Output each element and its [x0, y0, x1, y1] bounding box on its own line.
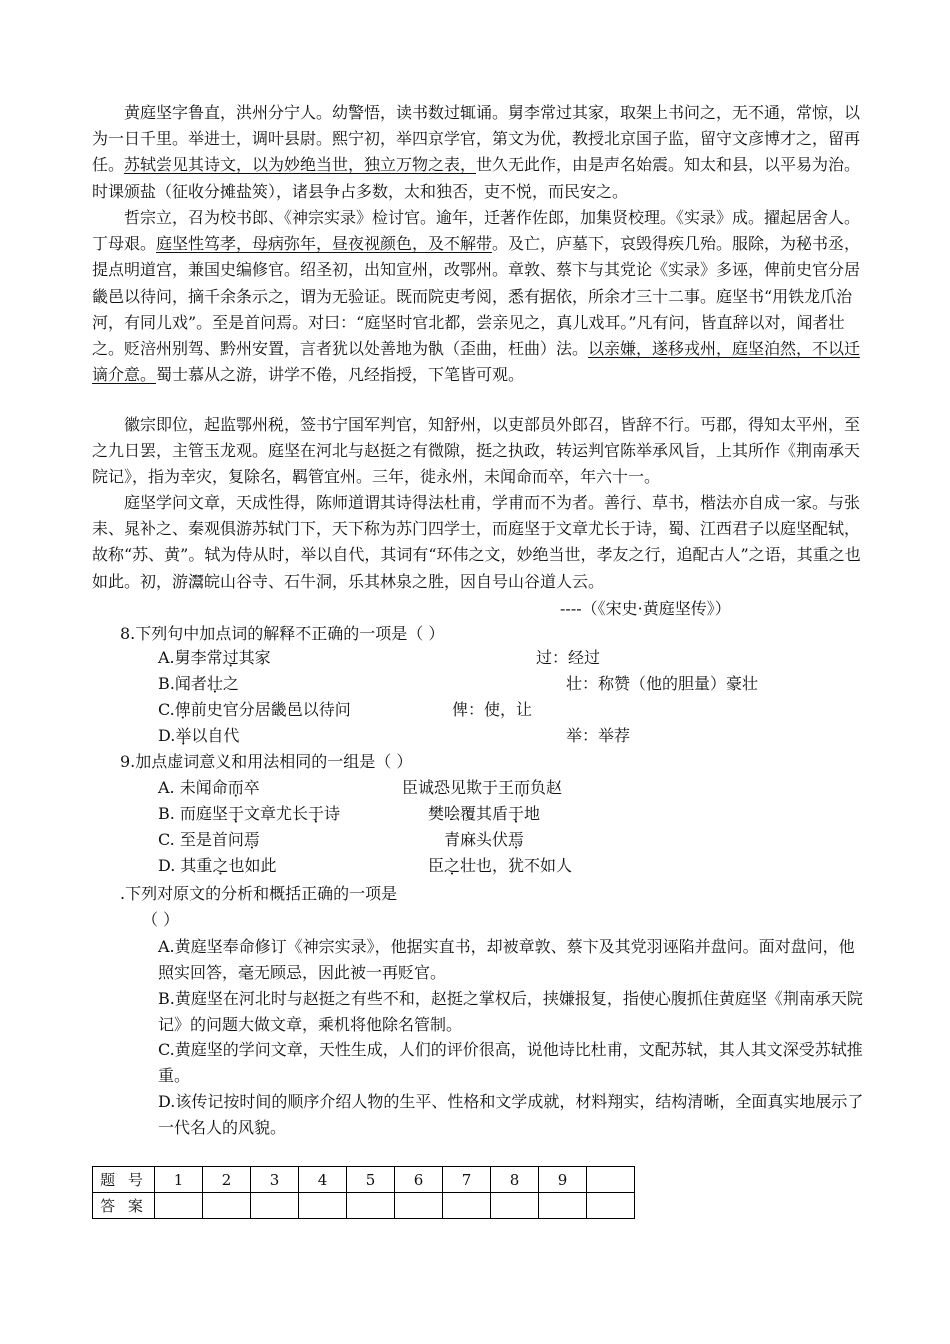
- passage-paragraph-2: [92, 205, 862, 388]
- dotted-word: 于: [508, 804, 525, 823]
- question-number-cell: 3: [251, 1167, 299, 1193]
- question-number-cell: 1: [155, 1167, 203, 1193]
- question-8-option-a: A.舅李常过其家: [158, 648, 271, 667]
- underlined-sentence: 庭坚性笃孝，母病弥年，昼夜视颜色，及不解带: [156, 234, 493, 254]
- dotted-word: 于: [227, 804, 244, 823]
- dotted-word: 举: [175, 726, 192, 745]
- question-8-option-b: B.闻者壮之: [158, 674, 239, 693]
- answer-cell[interactable]: [539, 1193, 587, 1219]
- question-8-gloss-c: 俾：使，让: [452, 700, 533, 719]
- dotted-word: 俾: [174, 700, 191, 719]
- answer-cell[interactable]: [155, 1193, 203, 1219]
- dotted-word: 壮: [206, 674, 223, 693]
- passage-text: 黄庭坚字鲁直，洪州分宁人。幼警悟，读书数过辄诵。舅李常过其家，取架上书问之，无不通，常惊，以为一日千里。举进士，调叶县尉。熙宁初，举四京学官，第文为优，教授北京国子监，留守文彦博才之，留再任。: [92, 103, 861, 175]
- dotted-word: 过: [222, 648, 239, 667]
- question-9-option-a-left: A. 未闻命而卒: [158, 778, 260, 797]
- answer-cell[interactable]: [491, 1193, 539, 1219]
- answer-cell[interactable]: [347, 1193, 395, 1219]
- question-9-option-d-right: 臣之壮也，犹不如人: [428, 856, 573, 875]
- question-8-stem: 8.下列句中加点词的解释不正确的一项是（ ）: [120, 624, 445, 643]
- question-10-option-b: B.黄庭坚在河北时与赵挺之有些不和，赵挺之掌权后，挟嫌报复，指使心腹抓住黄庭坚《荆南承天院记》的问题大做文章，乘机将他除名管制。: [158, 989, 863, 1034]
- question-8-option-d: D.举以自代: [158, 726, 240, 745]
- answer-cell[interactable]: [251, 1193, 299, 1219]
- passage-paragraph-3: 徽宗即位，起监鄂州税，签书宁国军判官，知舒州，以吏部员外郎召，皆辞不行。丐郡，得知太平州，至之九日罢，主管玉龙观。庭坚在河北与赵挺之有微隙，挺之执政，转运判官陈举承风旨，上其所作《荆南承天院记》，指为幸灾，复除名，羁管宜州。三年，徙永州，未闻命而卒，年六十一。: [92, 415, 861, 487]
- passage-text: 。及亡，庐墓下，哀毁得疾几殆。服除，为秘书丞，提点明道宫，兼国史编修官。绍圣初，出知宣州，改鄂州。章敦、蔡卞与其党论《实录》多诬，俾前史官分居畿邑以待问，摘千余条示之，谓为无验证。既而院吏考阅，悉有据依，所余才三十二事。庭坚书“用铁龙爪治河，有同儿戏”。至是首问焉。对曰：“庭坚时官北都，尝亲见之，真儿戏耳。”凡有问，皆直辞以对，闻者壮之。贬涪州别驾、黔州安置，言者犹以处善地为骫（歪曲，枉曲）法。: [92, 234, 861, 359]
- dotted-word: 之: [444, 856, 461, 875]
- question-number-cell: 8: [491, 1167, 539, 1193]
- question-10-option-c: C.黄庭坚的学问文章，天性生成，人们的评价很高，说他诗比杜甫，文配苏轼，其人其文深受苏轼推重。: [158, 1040, 863, 1085]
- question-9-option-c-right: 青麻头伏焉: [444, 830, 525, 849]
- answer-table-row-header: 答 案: [93, 1193, 155, 1219]
- answer-cell[interactable]: [299, 1193, 347, 1219]
- dotted-word: 焉: [243, 830, 260, 849]
- question-8-gloss-a: 过：经过: [536, 648, 601, 667]
- question-10-answer-paren: （ ）: [142, 910, 180, 929]
- underlined-sentence: 苏轼尝见其诗文，以为妙绝当世，独立万物之表，: [124, 155, 477, 175]
- question-8-gloss-b: 壮：称赞（他的胆量）豪壮: [566, 674, 759, 693]
- answer-cell[interactable]: [587, 1193, 635, 1219]
- answer-table: [92, 1166, 635, 1219]
- question-number-cell: 5: [347, 1167, 395, 1193]
- question-number-cell: 4: [299, 1167, 347, 1193]
- question-number-cell: 7: [443, 1167, 491, 1193]
- question-9-option-c-left: C. 至是首问焉: [158, 830, 260, 849]
- passage-text: 世久无此作，由是声名始震。知太和县，以平易为治。时课颁盐（征收分摊盐筴），诸县争占多数，太和独否，吏不悦，而民安之。: [92, 155, 861, 201]
- question-9-option-a-right: 臣诚恐见欺于王而负赵: [402, 778, 563, 797]
- answer-cell[interactable]: [395, 1193, 443, 1219]
- question-9-option-b-right: 樊哙覆其盾于地: [428, 804, 541, 823]
- underlined-sentence: 以亲嫌，遂移戎州，庭坚泊然，不以迁谪介意。: [92, 339, 861, 385]
- question-9-stem: 9.加点虚词意义和用法相同的一组是（ ）: [120, 752, 413, 771]
- dotted-word: 而: [514, 778, 531, 797]
- passage-paragraph-4: 庭坚学问文章，天成性得，陈师道谓其诗得法杜甫，学甫而不为者。善行、草书，楷法亦自成一家。与张耒、晁补之、秦观俱游苏轼门下，天下称为苏门四学士，而庭坚于文章尤长于诗，蜀、江西君子以庭坚配轼，故称“苏、黄”。轼为侍从时，举以自代，其词有“环伟之文，妙绝当世，孝友之行，追配古人”之语，其重之也如此。初，游灊皖山谷寺、石牛洞，乐其林泉之胜，因自号山谷道人云。: [92, 493, 861, 591]
- question-number-cell: 9: [539, 1167, 587, 1193]
- answer-table-row-header: 题 号: [93, 1167, 155, 1193]
- question-10-stem: .下列对原文的分析和概括正确的一项是: [120, 884, 398, 903]
- question-number-cell: 6: [395, 1167, 443, 1193]
- question-number-cell: 2: [203, 1167, 251, 1193]
- dotted-word: 焉: [508, 830, 525, 849]
- dotted-word: 于: [307, 804, 324, 823]
- answer-table-number-row: [93, 1167, 635, 1193]
- dotted-word: 而: [227, 778, 244, 797]
- dotted-word: 之: [212, 856, 229, 875]
- question-9-option-b-left: B. 而庭坚于文章尤长于诗: [158, 804, 340, 823]
- question-10-option-a: A.黄庭坚奉命修订《神宗实录》，他据实直书，却被章敦、蔡卞及其党羽诬陷并盘问。面对盘问，他照实回答，毫无顾忌，因此被一再贬官。: [158, 937, 855, 982]
- answer-cell[interactable]: [203, 1193, 251, 1219]
- answer-table-answer-row: [93, 1193, 635, 1219]
- question-number-cell: [587, 1167, 635, 1193]
- passage-paragraph-1: [92, 100, 862, 205]
- question-8-gloss-d: 举：举荐: [566, 726, 631, 745]
- question-8-option-c: C.俾前史官分居畿邑以待问: [158, 700, 351, 719]
- passage-source: ----（《宋史·黄庭坚传》）: [560, 599, 731, 618]
- question-10-option-d: D.该传记按时间的顺序介绍人物的生平、性格和文学成就，材料翔实，结构清晰，全面真实地展示了一代名人的风貌。: [158, 1092, 864, 1137]
- passage-text: 哲宗立，召为校书郎、《神宗实录》检讨官。逾年，迁著作佐郎，加集贤校理。《实录》成。擢起居舍人。丁母艰。: [92, 208, 861, 254]
- question-9-option-d-left: D. 其重之也如此: [158, 856, 277, 875]
- answer-cell[interactable]: [443, 1193, 491, 1219]
- passage-text: 蜀士慕从之游，讲学不倦，凡经指授，下笔皆可观。: [156, 365, 525, 385]
